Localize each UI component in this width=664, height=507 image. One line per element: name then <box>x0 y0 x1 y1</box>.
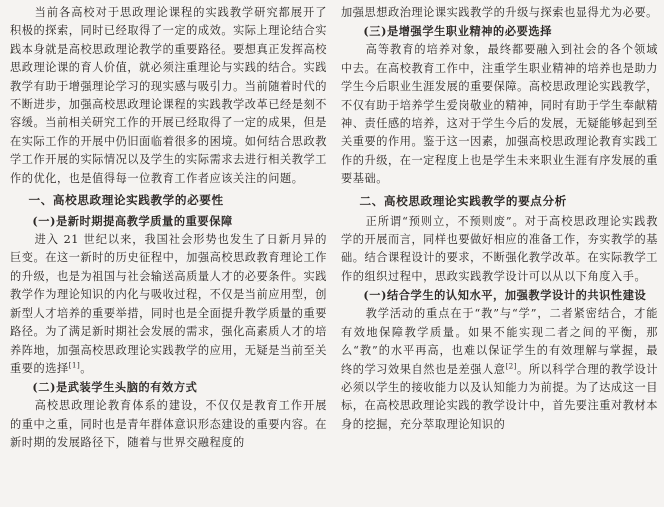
intro-paragraph: 当前各高校对于思政理论课程的实践教学研究都展开了积极的探索，同时已经取得了一定的成效。实际上理论结合实践本身就是高校思政理论教学的重要路径。要想真正发挥高校思政理论课的育人价值，就必须注重理论与实践的结合。实践教学有助于增强理论学习的现实感与吸引力。当前随着时代的不断进步，加强高校思政理论课程的实践教学改革已经是刻不容缓。当前相关研究工作的开展已经取得了一定的成果，但是在实际工作的开展中仍旧面临着很多的困境。如何结合思政教学工作开展的实际情况以及学生的实际需求去进行相关教学工作的优化，也是值得每一位教育工作者应该关注的问题。 <box>10 6 327 185</box>
paragraph-text: 进入 21 世纪以来，我国社会形势也发生了日新月异的巨变。在这一新时的历史征程中，加强高校思政教育理论工作的升级，也是为祖国与社会输送高质量人才的必要条件。实践教学作为理论知识的内化与吸收过程，不仅是当前应用型，创新型人才培养的重要举措，同时也是全面提升教学质量的重要路径。为了满足新时期社会发展的需求，强化高素质人才的培养阵地，加强高校思政理论实践教学的应用，无疑是当前至关重要的选择 <box>10 233 327 375</box>
subsection-heading-1-2: (二)是武装学生头脑的有效方式 <box>32 380 198 395</box>
paragraph-teaching-quality <box>10 231 327 378</box>
paragraph-preparation: 正所谓“预则立，不预则废”。对于高校思政理论实践教学的开展而言，同样也要做好相应的准备工作，夯实教学的基础。结合课程设计的要求，不断强化教学改革。在实际教学工作的组织过程中，思政实践教学设计可以从以下角度入手。 <box>341 214 658 283</box>
left-column <box>10 4 327 507</box>
citation-1: [1] <box>68 361 81 370</box>
right-column <box>341 4 658 507</box>
paragraph-text-cont: 。所以科学合理的教学设计必须以学生的接收能力以及认知能力为前提。为了达成这一目标，在高校思政理论实践的教学设计中，首先要注重对教材本身的挖掘，充分萃取理论知识的 <box>341 362 658 431</box>
paragraph-text: 教学活动的重点在于“教”与“学”，二者紧密结合，才能有效地保障教学质量。如果不能实现二者之间的平衡，那么“教”的水平再高，也难以保证学生的有效理解与掌握，最终的学习效果自然也是差强人意 <box>341 307 658 376</box>
paragraph-ideology: 高校思政理论教育体系的建设，不仅仅是教育工作开展的重中之重，同时也是青年群体意识形态建设的重要内容。在新时期的发展路径下，随着与世界交融程度的 <box>10 399 327 450</box>
subsection-heading-1-3: (三)是增强学生职业精神的必要选择 <box>363 24 552 39</box>
section-heading-1: 一、高校思政理论实践教学的必要性 <box>28 193 224 208</box>
citation-2: [2] <box>505 361 518 370</box>
subsection-heading-1-1: (一)是新时期提高教学质量的重要保障 <box>32 214 233 229</box>
section-heading-2: 二、高校思政理论实践教学的要点分析 <box>359 193 567 208</box>
subsection-heading-2-1: (一)结合学生的认知水平，加强教学设计的共识性建设 <box>363 288 647 303</box>
paragraph-end: 。 <box>80 361 93 375</box>
paragraph-career-spirit: 高等教育的培养对象，最终都要融入到社会的各个领域中去。在高校教育工作中，注重学生职业精神的培养也是助力学生今后职业生涯发展的重要保障。高校思政理论实践教学，不仅有助于培养学生爱岗敬业的精神，同时有助于学生奉献精神、责任感的培养，这对于学生今后的发展，无疑能够起到至关重要的作用。鉴于这一因素，加强高校思政理论教育实践工作的升级，在一定程度上也是学生未来职业生涯有序发展的重要基础。 <box>341 43 658 186</box>
paragraph-continuation: 加强思想政治理论课实践教学的升级与探索也显得尤为必要。 <box>341 6 658 19</box>
paragraph-teaching-learning <box>341 305 658 434</box>
